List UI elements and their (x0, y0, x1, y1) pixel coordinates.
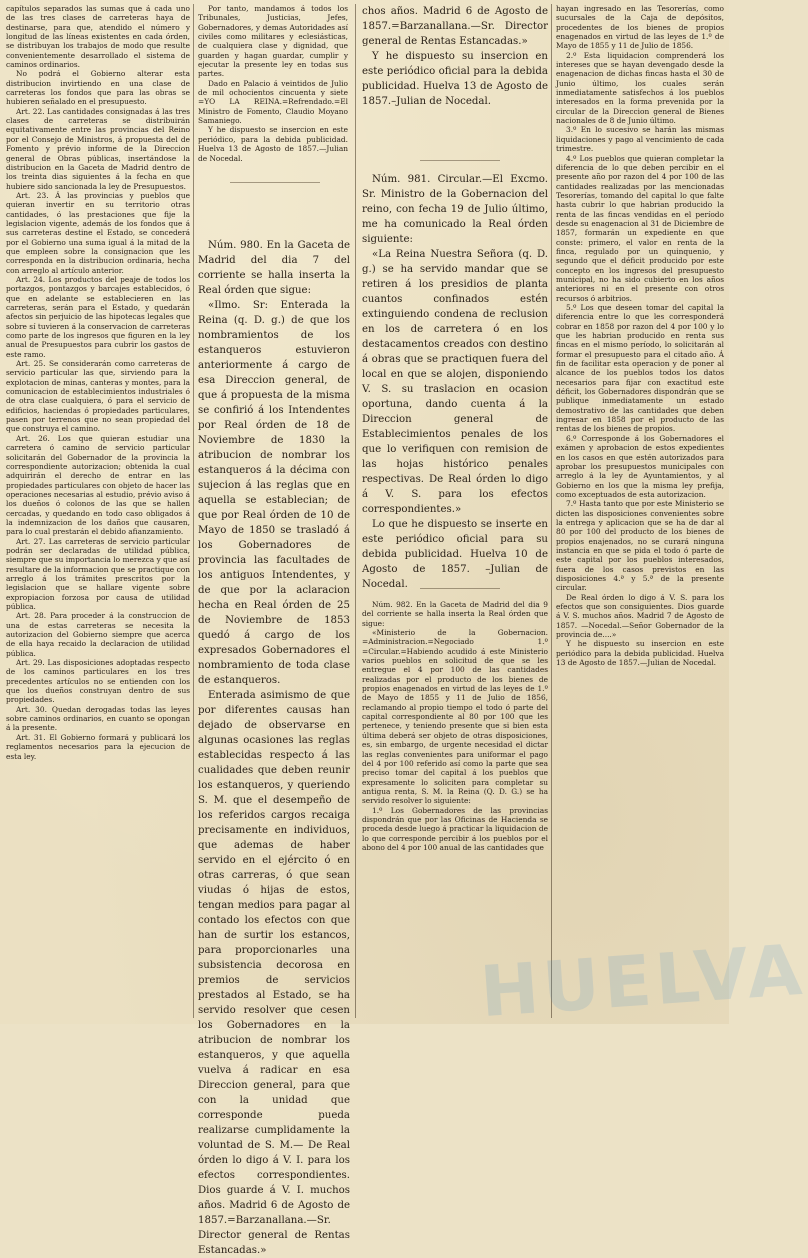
column-divider (355, 4, 356, 1018)
article-24: Art. 24. Los productos del peaje de todos los portazgos, pontazgos y barcajes establecidos, ó que en adelante se establecieren en las carreteras, serán para el Estado, y quedarán afectos sin perjuicio de las hipotecas legales que sobre sí tuvieren á la conservacion de carreteras como parte de los ingresos que figuren en la ley anual de Presupuestos para cubrir los gastos de este ramo. (6, 274, 190, 359)
notice-981-body: «La Reina Nuestra Señora (q. D. g.) se ha servido mandar que se retiren á los presidios de planta cuantos confinados estén extinguiendo condena de reclusion en los de carretera ó en los destacamentos creados con destino á obras que se practiquen fuera del local en que se alojen, disponiendo V. S. su traslacion en ocasion oportuna, dando cuenta á la Direccion general de Establecimientos penales de los que lo verifiquen con remision de las hojas histórico penales respectivas. De Real órden lo digo á V. S. para los efectos correspondientes.» (362, 249, 548, 515)
article-31: Art. 31. El Gobierno formará y publicará los reglamentos necesarios para la ejecucion de esta ley. (6, 732, 190, 761)
article-27: Art. 27. Las carreteras de servicio particular podrán ser declaradas de utilidad pública, siempre que su importancia lo merezca y que así resultare de la informacion que se practique con arreglo á los trámites prescritos por la legislacion que se hallare vigente sobre expropiacion forzosa por causa de utilidad pública. (6, 536, 190, 611)
notice-982-body: «Ministerio de la Gobernacion. =Administracion.=Negociado 1.º =Circular.=Habiendo acudido á este Ministerio varios pueblos en solicitud de que se les entregue el 4 por 100 de las cantidades realizadas por el producto de los bienes de propios enagenados en virtud de las leyes de 1.º de Mayo de 1855 y 11 de Julio de 1856, reclamando al propio tiempo el todo ó parte del capital correspondiente al 80 por 100 que les pertenece, y teniendo presente que si bien esta última deberá ser objeto de otras disposiciones, es, sin embargo, de urgente necesidad el dictar las reglas convenientes para uniformar el pago del 4 por 100 referido así como la parte que sea preciso tomar del capital á los pueblos que expresamente lo soliciten para completar su antigua renta, S. M. la Reina (Q. D. G.) se ha servido resolver lo siguiente: (362, 628, 548, 806)
notice-980-body: «Ilmo. Sr: Enterada la Reina (q. D. g.) de que los nombramientos de los estanqueros estuvieron anteriormente á cargo de esa Direccion general, de que á propuesta de la misma se confirió á los Intendentes por Real órden de 18 de Noviembre de 1830 la atribucion de nombrar los estanqueros á la décima con sujecion á las reglas que en aquella se establecian; de que por Real órden de 10 de Mayo de 1850 se trasladó á los Gobernadores de provincia las facultades de los antiguos Intendentes, y de que por la aclaracion hecha en Real órden de 25 de Noviembre de 1853 quedó á cargo de los expresados Gobernadores el nombramiento de toda clase de estanqueros. (198, 300, 350, 686)
column-divider (193, 4, 194, 1018)
notice-981-closing: Lo que he dispuesto se inserte en este periódico oficial para su debida publicidad. Huelva 10 de Agosto de 1857. –Julian de Nocedal. (362, 519, 548, 590)
notice-982-heading: Núm. 982. En la Gaceta de Madrid del dia 9 del corriente se halla inserta la Real órden que sigue: (362, 600, 548, 628)
section-divider (230, 182, 320, 183)
article-22: Art. 22. Las cantidades consignadas á las tres clases de carreteras se distribuirán equitativamente entre las provincias del Reino por el Consejo de Ministros, á propuesta del de Fomento y prévio informe de la Direccion general de Obras públicas, insertándose la distribucion en la Gaceta de Madrid dentro de los treinta dias siguientes á la fecha en que hubiere sido sancionada la ley de Presupuestos. (6, 106, 190, 191)
rule-5: 5.º Los que deseen tomar del capital la diferencia entre lo que les corresponderá cobrar en 1858 por razon del 4 por 100 y lo que les habrian producido en renta sus fincas en el mismo período, lo solicitarán al formar el presupuesto para el citado año. Á fin de facilitar esta operacion y de poner al alcance de los pueblos todos los datos necesarios para fijar con exactitud este déficit, los Gobernadores dispondrán que se publique inmediatamente un estado demostrativo de las cantidades que deben ingresar en 1858 por el producto de las rentas de los bienes de propios. (556, 303, 724, 434)
article-26: Art. 26. Los que quieran estudiar una carretera ó camino de servicio particular solicitarán del Gobernador de la provincia la correspondiente autorizacion; obtenida la cual adquirirán el derecho de entrar en las propiedades particulares con objeto de hacer las operaciones necesarias al estudio, prévio aviso á los dueños ó colonos de las que se hallen cercadas, y quedando en todo caso obligados á la indemnizacion de los daños que causaren, para lo cual prestarán el debido afianzamiento. (6, 433, 190, 537)
closing: De Real órden lo digo á V. S. para los efectos que son consiguientes. Dios guarde á V. S. muchos años. Madrid 7 de Agosto de 1857. —Nocedal.—Señor Gobernador de la provincia de....» (556, 592, 724, 640)
column-3-low (362, 600, 548, 1018)
paragraph: chos años. Madrid 6 de Agosto de 1857.=Barzanallana.—Sr. Director general de Rentas Estancadas.» (362, 6, 548, 47)
rule-2: 2.º Esta liquidacion comprenderá los intereses que se hayan devengado desde la enagenacion de dichas fincas hasta el 30 de Junio último, los cuales serán inmediatamente satisfechos á los pueblos interesados en la forma prevenida por la circular de la Direccion general de Bienes nacionales de 8 de Junio último. (556, 50, 724, 126)
rule-4: 4.º Los pueblos que quieran completar la diferencia de lo que deben percibir en el presente año por razon del 4 por 100 de las cantidades realizadas por las mencionadas Tesorerías, tomando del capital lo que falte hasta cubrir lo que habrian producido la renta de las fincas vendidas en el período desde su enagenacion al 31 de Diciembre de 1857, formarán un expediente en que conste: primero, el valor en renta de la finca, regulado por un quinquenio, y segundo que el déficit producido por este concepto en los ingresos del presupuesto municipal, no ha sido cubierto en los años anteriores ni en el presente con otros recursos ó arbitrios. (556, 153, 724, 303)
column-3-mid (362, 172, 548, 590)
notice-981-heading: Núm. 981. Circular.—El Excmo. Sr. Ministro de la Gobernacion del reino, con fecha 19 de Julio último, me ha comunicado la Real órden siguiente: (362, 174, 548, 245)
notice-980-body-2: Enterada asimismo de que por diferentes causas han dejado de observarse en algunas ocasiones las reglas establecidas respecto á las cualidades que deben reunir los estanqueros, y queriendo S. M. que el desempeño de los referidos cargos recaiga precisamente en individuos, que ademas de haber servido en el ejército ó en otras carreras, ó que sean viudas ó hijas de estos, tengan medios para pagar al contado los efectos con que han de surtir los estancos, para proporcionarles una subsistencia decorosa en premios de servicios prestados al Estado, se ha servido resolver que cesen los Gobernadores en la atribucion de nombrar los estanqueros, y que aquella vuelva á radicar en esa Direccion general, para que con la unidad que corresponde pueda realizarse cumplidamente la voluntad de S. M.— De Real órden lo digo á V. I. para los efectos correspondientes. Dios guarde á V. I. muchos años. Madrid 6 de Agosto de 1857.=Barzanallana.—Sr. Director general de Rentas Estancadas.» (198, 690, 350, 1256)
notice-982-rule-1: 1.º Los Gobernadores de las provincias dispondrán que por las Oficinas de Hacienda se proceda desde luego á practicar la liquidacion de lo que corresponde percibir á los pueblos por el abono del 4 por 100 anual de las cantidades que (362, 805, 548, 852)
article-30: Art. 30. Quedan derogadas todas las leyes sobre caminos ordinarios, en cuanto se opongan á la presente. (6, 704, 190, 733)
column-2-top (198, 4, 348, 174)
column-1 (6, 4, 190, 1020)
paragraph: Dado en Palacio á veintidos de Julio de mil ochocientos cincuenta y siete =YO LA REINA.=Refrendado.=El Ministro de Fomento, Claudio Moyano Samaniego. (198, 78, 348, 126)
rule-7: 7.º Hasta tanto que por este Ministerio se dicten las disposiciones convenientes sobre la entrega y aplicacion que se ha de dar al 80 por 100 del producto de los bienes de propios enajenados, no se curará ninguna instancia en que se pida el todo ó parte de este capital por los pueblos interesados, fuera de los casos previstos en las disposiciones 4.ª y 5.ª de la presente circular. (556, 499, 724, 593)
paragraph: No podrá el Gobierno alterar esta distribucion invirtiendo en una clase de carreteras los fondos que para las obras se hubieren señalado en el presupuesto. (6, 69, 190, 107)
column-4 (556, 4, 724, 1020)
section-divider (420, 160, 500, 161)
article-29: Art. 29. Las disposiciones adoptadas respecto de los caminos particulares en los tres precedentes artículos no se entienden con los que los dueños construyan dentro de sus propiedades. (6, 658, 190, 705)
rule-3: 3.º En lo sucesivo se harán las mismas liquidaciones y pago al vencimiento de cada trimestre. (556, 125, 724, 154)
rule-6: 6.º Corresponde á los Gobernadores el exámen y aprobacion de estos expedientes en los casos en que estén autorizados para aprobar los presupuestos municipales con arreglo á la ley de Ayuntamientos, y al Gobierno en los que la misma ley prefija, como exceptuados de esta autorizacion. (556, 433, 724, 499)
article-28: Art. 28. Para proceder á la construccion de una de estas carreteras se necesita la autorizacion del Gobierno siempre que acerca de ella haya recaido la declaracion de utilidad pública. (6, 611, 190, 658)
column-divider (551, 4, 552, 1018)
column-2-main (198, 238, 350, 1256)
paragraph: Y he dispuesto su insercion en este periódico oficial para la debida publicidad. Huelva 13 de Agosto de 1857.–Julian de Nocedal. (362, 51, 548, 107)
watermark: HUELVA (477, 928, 808, 1034)
article-23: Art. 23. Á las provincias y pueblos que quieran invertir en su territorio otras cantidades, ó las prestaciones que fije la legislacion vigente, además de los fondos que á sus carreteras destine el Estado, se concederá por el Gobierno una suma igual á la mitad de la que empleen sobre la consignacion que les corresponda en la distribucion ordinaria, hecha con arreglo al artículo anterior. (6, 190, 190, 275)
paragraph: hayan ingresado en las Tesorerías, como sucursales de la Caja de depósitos, procedentes de los bienes de propios enagenados en virtud de las leyes de 1.º de Mayo de 1855 y 11 de Julio de 1856. (556, 4, 724, 51)
section-divider (420, 588, 500, 589)
paragraph: Y he dispuesto se insercion en este periódico, para la debida publicidad. Huelva 13 de Agosto de 1857.—Julian de Nocedal. (198, 125, 348, 163)
article-25: Art. 25. Se considerarán como carreteras de servicio particular las que, sirviendo para la explotacion de minas, canteras y montes, para la comunicacion de establecimientos industriales ó de otra clase cualquiera, ó para el servicio de edificios, haciendas ó propiedades particulares, pasen por terrenos que no sean propiedad del que construya el camino. (6, 359, 190, 434)
column-3-top (362, 4, 548, 144)
closing-signature: Y he dispuesto su insercion en este periódico para la debida publicidad. Huelva 13 de Agosto de 1857.—Julian de Nocedal. (556, 639, 724, 668)
paragraph: Por tanto, mandamos á todos los Tribunales, Justicias, Jefes, Gobernadores, y demas Autoridades así civiles como militares y eclesiásticas, de cualquiera clase y dignidad, que guarden y hagan guardar, cumplir y ejecutar la presente ley en todas sus partes. (198, 4, 348, 79)
paragraph: capítulos separados las sumas que á cada uno de las tres clases de carreteras haya de destinarse, para que, atendido el número y longitud de las líneas existentes en cada órden, se distribuyan los trabajos de modo que resulte convenientemente desarrollado el sistema de caminos ordinarios. (6, 4, 190, 70)
notice-980-heading: Núm. 980. En la Gaceta de Madrid del dia 7 del corriente se halla inserta la Real órden que sigue: (198, 240, 350, 296)
